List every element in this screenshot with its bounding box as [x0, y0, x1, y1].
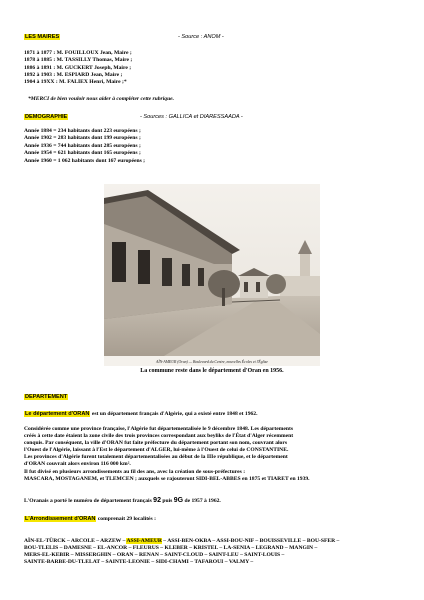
photo-inner-caption: AÏN-AMEUR (Oran) — Boulevard du Centre, nouvelles Écoles et l'Église	[156, 360, 268, 364]
maire-entry: 1871 à 1877 : M. FOUILLOUX Jean, Maire ;	[24, 50, 132, 56]
maires-heading: LES MAIRES	[25, 34, 60, 40]
maire-entry: 1878 à 1885 : M. TASSILLY Thomas, Maire ;	[24, 57, 133, 64]
street-photo-illustration	[104, 184, 320, 366]
demographie-entry: Année 1936 = 744 habitants dont 285 européens ;	[24, 142, 141, 149]
maires-note: *MERCI de bien vouloir nous aider à compléter cette rubrique.	[28, 96, 175, 102]
departement-paragraph: Considérée comme une province française, l'Algérie fut départementalisée le 9 décembre 1848. Les départements créés à cette date étaient la zone civile des trois provinces correspondant aux beyliks de l'État d'Alger récemment conquis. Par conséquent, la ville d'ORAN fut faite préfecture du département portant son nom, couvrant alors l'Ouest de l'Algérie, laissant à l'Est le département d'ALGER, lui-même à l'Ouest de celui de CONSTANTINE. Les provinces d'Algérie furent totalement départementalisées au début de la IIIe république, et le département d'ORAN couvrait alors environ 116 000 km². Il fut divisé en plusieurs arrondissements au fil des ans, avec la création de sous-préfectures : MASCARA, MOSTAGANEM, et TLEMCEN ; auxquels se rajouteront SIDI-BEL-ABBES en 1875 et TIARET en 1939.	[24, 426, 310, 482]
departement-heading: DEPARTEMENT	[25, 394, 68, 400]
demographie-heading: DEMOGRAPHIE	[25, 114, 68, 120]
demographie-entry: Année 1960 = 1 062 habitants dont 167 européens ;	[24, 157, 146, 164]
historic-photo	[104, 184, 320, 366]
departement-intro: Le département d'ORAN est un département français d'Algérie, qui a existé entre 1848 et 1962.	[25, 411, 258, 417]
maire-entry: 1904 à 19XX : M. FALIEX Henri, Maire ;*	[24, 79, 127, 86]
maire-entry: 1886 à 1891 : M. GUCKERT Joseph, Maire ;	[24, 64, 132, 71]
demographie-source: - Sources : GALLICA et DIARESSAADA -	[140, 114, 243, 120]
arrondissement-intro: L'Arrondissement d'ORAN comprenait 29 localités :	[25, 516, 156, 522]
demographie-entry: Année 1902 = 283 habitants dont 199 européens ;	[24, 135, 141, 142]
photo-caption: La commune reste dans le département d'Oran en 1956.	[140, 368, 284, 374]
demographie-entry: Année 1884 = 234 habitants dont 223 européens ;	[24, 128, 141, 134]
assi-ameur-highlight: ASSI-AMEUR	[126, 538, 162, 544]
localites-list: AÏN-EL-TÜRCK – ARCOLE – ARZEW – ASSI-AMEUR – ASSI-BEN-OKBA – ASSI-BOU-NIF – BOUISSEVILLE – BOU-SFER – BOU-TLELIS – DAMESNE – EL-ANCOR – FLEURUS – KLEBER – KRISTEL – LA-SENIA – LEGRAND – MANGIN – MERS-EL-KEBIR – MISSERGHIN – ORAN – RENAN – SAINT-CLOUD – SAINT-LEU – SAINT-LOUIS – SAINTE-BARBE-DU-TLELAT – SAINTE-LEONIE – SIDI-CHAMI – TAFAROUI – VALMY –	[24, 538, 340, 566]
maire-entry: 1892 à 1903 : M. ESPIARD Jean, Maire ;	[24, 71, 123, 78]
intro-highlight: Le département d'ORAN	[25, 411, 90, 417]
departement-numero: L'Oranais a porté le numéro de département français 92 puis 9G de 1957 à 1962.	[24, 497, 221, 504]
maires-source: - Source : ANOM -	[178, 34, 224, 40]
demographie-entry: Année 1954 = 621 habitants dont 165 européens ;	[24, 150, 141, 157]
